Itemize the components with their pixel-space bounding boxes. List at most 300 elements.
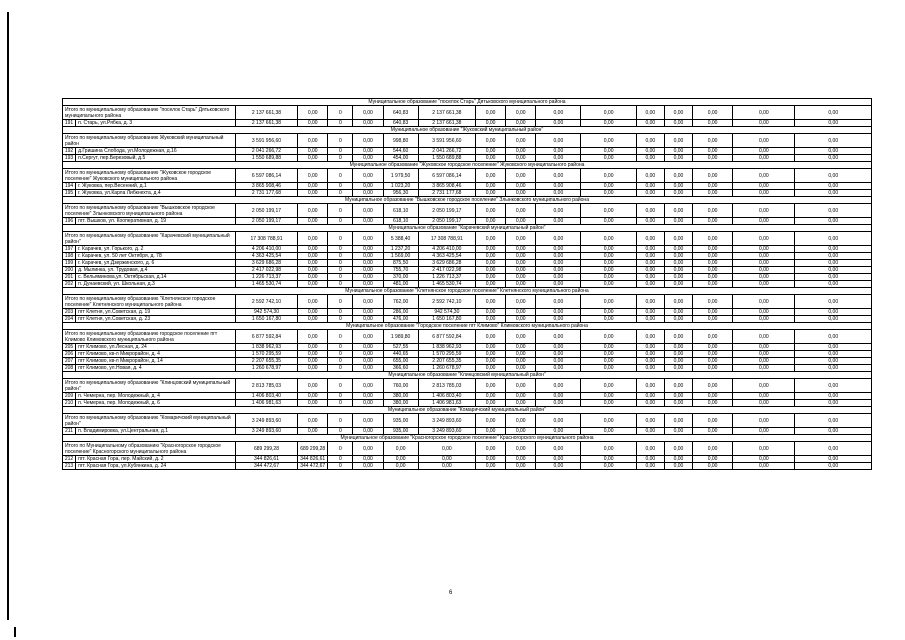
- row-value: 0,00: [733, 365, 795, 372]
- row-value: 0,00: [506, 309, 536, 316]
- row-value: 0,00: [795, 155, 872, 162]
- total-value: 0,00: [506, 442, 536, 456]
- row-value: 0,00: [636, 260, 664, 267]
- row-value: 0,00: [298, 358, 328, 365]
- total-value: 0,00: [506, 134, 536, 148]
- row-value: 0,00: [664, 463, 692, 470]
- total-value: 0,00: [506, 379, 536, 393]
- row-value: 0: [328, 316, 353, 323]
- section-total-row: [63, 169, 872, 183]
- row-value: 0,00: [506, 456, 536, 463]
- row-value: 0,00: [383, 456, 418, 463]
- total-value: 0,00: [795, 379, 872, 393]
- total-value: 0,00: [298, 169, 328, 183]
- row-value: 4 206 410,00: [418, 246, 475, 253]
- row-value: 0,00: [353, 400, 383, 407]
- row-value: 1 550 689,88: [235, 155, 297, 162]
- row-value: 2 207 655,35: [235, 358, 297, 365]
- section-header: Муниципальное образование "Жуковский муниципальный район": [63, 127, 872, 134]
- table-row: [63, 253, 872, 260]
- row-value: 0,00: [581, 463, 636, 470]
- row-value: 0,00: [298, 148, 328, 155]
- row-value: 0,00: [506, 260, 536, 267]
- row-value: 0,00: [536, 190, 581, 197]
- total-value: 0,00: [298, 134, 328, 148]
- row-value: 0,00: [581, 309, 636, 316]
- row-number: 196: [63, 218, 76, 225]
- table-row: [63, 246, 872, 253]
- row-value: 0,00: [475, 274, 505, 281]
- row-value: 0,00: [636, 267, 664, 274]
- row-value: 476,00: [383, 316, 418, 323]
- row-value: 0,00: [581, 428, 636, 435]
- row-value: 0,00: [664, 183, 692, 190]
- section-header: Муниципальное образование "поселок Старь" Дятьковского муниципального района: [63, 99, 872, 106]
- row-value: 0,00: [795, 120, 872, 127]
- total-value: 0,00: [795, 330, 872, 344]
- total-value: 0,00: [795, 232, 872, 246]
- total-value: 0: [328, 330, 353, 344]
- row-value: 0,00: [733, 316, 795, 323]
- row-value: 0,00: [581, 351, 636, 358]
- row-value: 640,83: [383, 120, 418, 127]
- row-address: пгт. Красная Гора, пер. Майский, д. 2: [76, 456, 236, 463]
- total-value: 0,00: [664, 106, 692, 120]
- row-value: 0,00: [795, 428, 872, 435]
- row-value: 344 472,67: [235, 463, 297, 470]
- row-number: 200: [63, 267, 76, 274]
- section-total-row: [63, 134, 872, 148]
- row-value: 0,00: [693, 183, 733, 190]
- total-value: 0,00: [581, 442, 636, 456]
- row-value: 0,00: [536, 253, 581, 260]
- total-label: Итого по муниципальному образованию "Вышковское городское поселение" Злынковского муниципального района: [63, 204, 236, 218]
- row-value: 0,00: [581, 148, 636, 155]
- row-value: 0,00: [298, 155, 328, 162]
- row-value: 0,00: [353, 344, 383, 351]
- total-value: 0,00: [506, 330, 536, 344]
- section-header-row: [63, 407, 872, 414]
- row-value: 0,00: [636, 190, 664, 197]
- row-value: 0,00: [353, 253, 383, 260]
- table-row: [63, 148, 872, 155]
- row-value: 0,00: [664, 274, 692, 281]
- total-value: 935,00: [383, 414, 418, 428]
- section-header: Муниципальное образование "Клинцовский муниципальный район": [63, 372, 872, 379]
- total-value: 0,00: [664, 330, 692, 344]
- row-value: 0,00: [475, 316, 505, 323]
- row-value: 0,00: [298, 393, 328, 400]
- total-value: 1 989,80: [383, 330, 418, 344]
- row-value: 0,00: [581, 281, 636, 288]
- row-address: пгт Климово, ул.Лесная, д. 24: [76, 344, 236, 351]
- row-value: 2 137 661,38: [235, 120, 297, 127]
- row-value: 0,00: [581, 267, 636, 274]
- row-value: 0,00: [795, 365, 872, 372]
- row-value: 0,00: [475, 358, 505, 365]
- section-header: Муниципальное образование "Вышковское городское поселение" Злынковского муниципального района: [63, 197, 872, 204]
- total-value: 0,00: [795, 169, 872, 183]
- row-value: 2 041 266,72: [418, 148, 475, 155]
- table-row: [63, 316, 872, 323]
- section-total-row: [63, 106, 872, 120]
- total-label: Итого по муниципальному образованию городское поселение пгт Климово Климовского муниципального района: [63, 330, 236, 344]
- row-value: 0,00: [353, 260, 383, 267]
- row-number: 202: [63, 281, 76, 288]
- table-row: [63, 463, 872, 470]
- row-value: 1 465 530,74: [235, 281, 297, 288]
- row-value: 0,00: [475, 260, 505, 267]
- total-value: 0: [328, 169, 353, 183]
- row-value: 0,00: [693, 393, 733, 400]
- total-value: 0,00: [733, 442, 795, 456]
- row-value: 0,00: [353, 183, 383, 190]
- row-value: 0,00: [795, 463, 872, 470]
- row-value: 0: [328, 463, 353, 470]
- row-value: 0,00: [506, 148, 536, 155]
- row-value: 0: [328, 253, 353, 260]
- row-value: 0,00: [581, 260, 636, 267]
- total-value: 0,00: [353, 330, 383, 344]
- section-total-row: [63, 414, 872, 428]
- total-label: Итого по Муниципальному образованию "Красногорское городское поселение" Красногорского муниципального района: [63, 442, 236, 456]
- row-value: 4 363 425,54: [418, 253, 475, 260]
- row-value: 0,00: [475, 344, 505, 351]
- table-row: [63, 260, 872, 267]
- row-value: 0: [328, 155, 353, 162]
- total-value: 0,00: [664, 232, 692, 246]
- row-value: 0,00: [298, 428, 328, 435]
- row-value: 1 838 962,93: [235, 344, 297, 351]
- row-address: г. Карачев, ул. 50 лет Октября, д. 78: [76, 253, 236, 260]
- row-value: 0,00: [664, 148, 692, 155]
- row-value: 0,00: [636, 365, 664, 372]
- row-value: 0,00: [795, 393, 872, 400]
- total-value: 0,00: [636, 442, 664, 456]
- row-value: 0,00: [536, 344, 581, 351]
- row-value: 0,00: [353, 456, 383, 463]
- row-value: 0,00: [536, 309, 581, 316]
- corner-tick-mark: [14, 627, 16, 637]
- row-address: п. Чемерна, пер. Молодежный, д. 4: [76, 393, 236, 400]
- row-value: 0,00: [795, 456, 872, 463]
- row-value: 0,00: [475, 281, 505, 288]
- table-row: [63, 155, 872, 162]
- row-value: 0,00: [506, 183, 536, 190]
- row-value: 544,60: [383, 148, 418, 155]
- row-value: 0,00: [536, 365, 581, 372]
- row-value: 0,00: [795, 183, 872, 190]
- row-value: 366,60: [383, 365, 418, 372]
- row-value: 0,00: [795, 246, 872, 253]
- row-value: 0,00: [506, 246, 536, 253]
- row-value: 0,00: [581, 274, 636, 281]
- row-value: 0,00: [733, 267, 795, 274]
- row-value: 0,00: [475, 463, 505, 470]
- row-value: 0,00: [664, 253, 692, 260]
- total-value: 0,00: [536, 232, 581, 246]
- total-value: 0,00: [733, 379, 795, 393]
- table-row: [63, 428, 872, 435]
- total-value: 0,00: [506, 414, 536, 428]
- table-row: [63, 218, 872, 225]
- row-value: 0,00: [693, 400, 733, 407]
- total-value: 760,00: [383, 379, 418, 393]
- total-value: 0,00: [733, 134, 795, 148]
- row-value: 0,00: [733, 400, 795, 407]
- row-value: 0,00: [795, 190, 872, 197]
- row-value: 0,00: [475, 155, 505, 162]
- row-value: 0,00: [795, 344, 872, 351]
- row-value: 1 226 713,37: [235, 274, 297, 281]
- row-number: 199: [63, 260, 76, 267]
- row-value: 0,00: [353, 316, 383, 323]
- row-address: г. Жуковка, ул.Карла Либкнехта, д.4: [76, 190, 236, 197]
- row-value: 0,00: [298, 316, 328, 323]
- row-number: 209: [63, 393, 76, 400]
- total-value: 0,00: [636, 414, 664, 428]
- row-value: 2 137 661,38: [418, 120, 475, 127]
- row-value: 0,00: [733, 281, 795, 288]
- total-value: 17 308 788,91: [418, 232, 475, 246]
- table-row: [63, 183, 872, 190]
- row-value: 0,00: [636, 309, 664, 316]
- total-value: 2 137 661,38: [235, 106, 297, 120]
- row-value: 0,00: [506, 253, 536, 260]
- row-value: 0: [328, 358, 353, 365]
- row-value: 0,00: [693, 365, 733, 372]
- row-value: 0,00: [581, 120, 636, 127]
- row-value: 942 574,30: [418, 309, 475, 316]
- row-value: 0: [328, 344, 353, 351]
- row-value: 0,00: [581, 400, 636, 407]
- row-value: 1 465 530,74: [418, 281, 475, 288]
- total-value: 0,00: [353, 134, 383, 148]
- row-value: 0: [328, 190, 353, 197]
- row-value: 0,00: [475, 309, 505, 316]
- total-value: 0,00: [733, 204, 795, 218]
- total-value: 0,00: [536, 379, 581, 393]
- row-value: 0,00: [506, 281, 536, 288]
- total-value: 0,00: [581, 330, 636, 344]
- total-value: 0,00: [298, 106, 328, 120]
- row-value: 0,00: [664, 155, 692, 162]
- row-value: 0,00: [536, 148, 581, 155]
- total-value: 0,00: [733, 330, 795, 344]
- row-value: 0,00: [475, 246, 505, 253]
- row-value: 1 570 295,59: [418, 351, 475, 358]
- total-value: 0,00: [353, 442, 383, 456]
- row-value: 0,00: [664, 218, 692, 225]
- total-value: 0,00: [581, 134, 636, 148]
- row-value: 0,00: [353, 351, 383, 358]
- row-value: 0,00: [475, 365, 505, 372]
- row-value: 0,00: [506, 155, 536, 162]
- row-value: 0,00: [664, 246, 692, 253]
- row-value: 0,00: [795, 218, 872, 225]
- row-value: 0,00: [298, 120, 328, 127]
- table-row: [63, 400, 872, 407]
- row-number: 198: [63, 253, 76, 260]
- total-value: 0,00: [664, 295, 692, 309]
- total-value: 0,00: [693, 379, 733, 393]
- total-value: 0,00: [581, 414, 636, 428]
- total-value: 0,00: [795, 414, 872, 428]
- row-value: 0,00: [664, 120, 692, 127]
- table-row: [63, 274, 872, 281]
- row-address: пгт. Вышков, ул. Кооперативная, д. 19: [76, 218, 236, 225]
- row-value: 0,00: [298, 190, 328, 197]
- row-value: 0: [328, 309, 353, 316]
- row-value: 0,00: [636, 358, 664, 365]
- row-value: 0,00: [353, 281, 383, 288]
- total-value: 0,00: [693, 330, 733, 344]
- row-value: 0,00: [636, 155, 664, 162]
- row-value: 1 650 167,80: [235, 316, 297, 323]
- total-value: 0,00: [475, 442, 505, 456]
- document-sheet: [62, 98, 872, 470]
- row-value: 0,00: [353, 148, 383, 155]
- row-address: пгт Клетня, ул.Советская, д. 23: [76, 316, 236, 323]
- section-total-row: [63, 442, 872, 456]
- row-value: 0,00: [636, 400, 664, 407]
- row-value: 0: [328, 183, 353, 190]
- row-value: 0: [328, 218, 353, 225]
- total-value: 0,00: [536, 169, 581, 183]
- row-value: 0,00: [693, 190, 733, 197]
- row-value: 0: [328, 267, 353, 274]
- total-value: 0,00: [636, 232, 664, 246]
- total-value: 0,00: [353, 414, 383, 428]
- row-value: 0,00: [475, 253, 505, 260]
- total-value: 0,00: [636, 295, 664, 309]
- row-value: 1 550 689,88: [418, 155, 475, 162]
- row-value: 0,00: [581, 316, 636, 323]
- row-value: 0: [328, 393, 353, 400]
- row-value: 0: [328, 148, 353, 155]
- row-value: 4 363 425,54: [235, 253, 297, 260]
- total-value: 0,00: [298, 414, 328, 428]
- total-value: 0,00: [581, 204, 636, 218]
- row-value: 1 406 981,63: [418, 400, 475, 407]
- row-value: 344 826,61: [298, 456, 328, 463]
- total-value: 0,00: [733, 295, 795, 309]
- total-label: Итого по муниципальному образованию Жуковский муниципальный район: [63, 134, 236, 148]
- row-value: 0,00: [506, 218, 536, 225]
- row-address: пгт Климово, кв-л Микрорайон, д. 14: [76, 358, 236, 365]
- row-value: 2 050 199,17: [418, 218, 475, 225]
- row-value: 0,00: [353, 246, 383, 253]
- row-value: 286,00: [383, 309, 418, 316]
- row-value: 0,00: [636, 281, 664, 288]
- total-value: 0,00: [506, 204, 536, 218]
- total-value: 2 813 785,03: [418, 379, 475, 393]
- total-value: 689 299,28: [298, 442, 328, 456]
- row-value: 0,00: [475, 428, 505, 435]
- row-value: 1 406 981,63: [235, 400, 297, 407]
- row-value: 0,00: [298, 267, 328, 274]
- row-value: 2 731 177,68: [235, 190, 297, 197]
- total-value: 3 591 956,60: [418, 134, 475, 148]
- row-value: 0,00: [733, 190, 795, 197]
- row-value: 0,00: [795, 358, 872, 365]
- total-label: Итого по муниципальному образованию "поселок Старь" Дятьковского муниципального района: [63, 106, 236, 120]
- section-header-row: [63, 127, 872, 134]
- row-value: 875,50: [383, 260, 418, 267]
- row-value: 0,00: [581, 358, 636, 365]
- row-value: 0,00: [506, 358, 536, 365]
- row-value: 0,00: [536, 358, 581, 365]
- row-value: 0,00: [353, 365, 383, 372]
- total-value: 0,00: [506, 232, 536, 246]
- total-value: 0: [328, 295, 353, 309]
- row-value: 3 865 908,46: [418, 183, 475, 190]
- row-value: 0,00: [733, 218, 795, 225]
- row-value: 0,00: [475, 148, 505, 155]
- row-address: п. Дунаевский, ул. Школьная, д.3: [76, 281, 236, 288]
- total-value: 2 813 785,03: [235, 379, 297, 393]
- row-value: 0,00: [636, 351, 664, 358]
- total-value: 0,00: [353, 295, 383, 309]
- row-value: 0,00: [353, 463, 383, 470]
- row-value: 0,00: [693, 120, 733, 127]
- row-number: 212: [63, 456, 76, 463]
- row-value: 0,00: [536, 400, 581, 407]
- row-value: 3 249 893,60: [235, 428, 297, 435]
- row-value: 0,00: [664, 393, 692, 400]
- total-value: 0,00: [475, 414, 505, 428]
- total-value: 6 597 086,14: [235, 169, 297, 183]
- total-value: 0,00: [795, 106, 872, 120]
- row-number: 205: [63, 344, 76, 351]
- table-row: [63, 365, 872, 372]
- total-value: 3 591 956,60: [235, 134, 297, 148]
- total-value: 0,00: [664, 169, 692, 183]
- row-address: п.Сергут, пер.Березовый, д.5: [76, 155, 236, 162]
- section-total-row: [63, 204, 872, 218]
- row-number: 211: [63, 428, 76, 435]
- section-header-row: [63, 197, 872, 204]
- row-value: 440,65: [383, 351, 418, 358]
- row-value: 0,00: [536, 274, 581, 281]
- total-value: 0,00: [664, 379, 692, 393]
- row-address: г. Карачев, ул. Горького, д. 2: [76, 246, 236, 253]
- total-value: 0,00: [298, 204, 328, 218]
- row-value: 0,00: [506, 428, 536, 435]
- total-value: 0,00: [636, 169, 664, 183]
- total-value: 0,00: [298, 379, 328, 393]
- row-value: 0,00: [664, 428, 692, 435]
- row-value: 1 237,20: [383, 246, 418, 253]
- row-value: 0,00: [795, 351, 872, 358]
- section-header-row: [63, 288, 872, 295]
- row-value: 0,00: [693, 218, 733, 225]
- total-value: 0,00: [536, 134, 581, 148]
- row-value: 0,00: [636, 253, 664, 260]
- row-value: 0,00: [581, 246, 636, 253]
- row-address: п. Владимировка, ул.Центральная, д.1: [76, 428, 236, 435]
- row-value: 3 629 686,28: [418, 260, 475, 267]
- total-value: 0,00: [536, 330, 581, 344]
- row-value: 956,30: [383, 190, 418, 197]
- row-value: 0,00: [353, 358, 383, 365]
- row-value: 0,00: [693, 281, 733, 288]
- row-value: 2 207 655,35: [418, 358, 475, 365]
- total-value: 2 050 199,17: [235, 204, 297, 218]
- row-value: 0,00: [795, 281, 872, 288]
- row-number: 201: [63, 274, 76, 281]
- row-value: 0,00: [636, 463, 664, 470]
